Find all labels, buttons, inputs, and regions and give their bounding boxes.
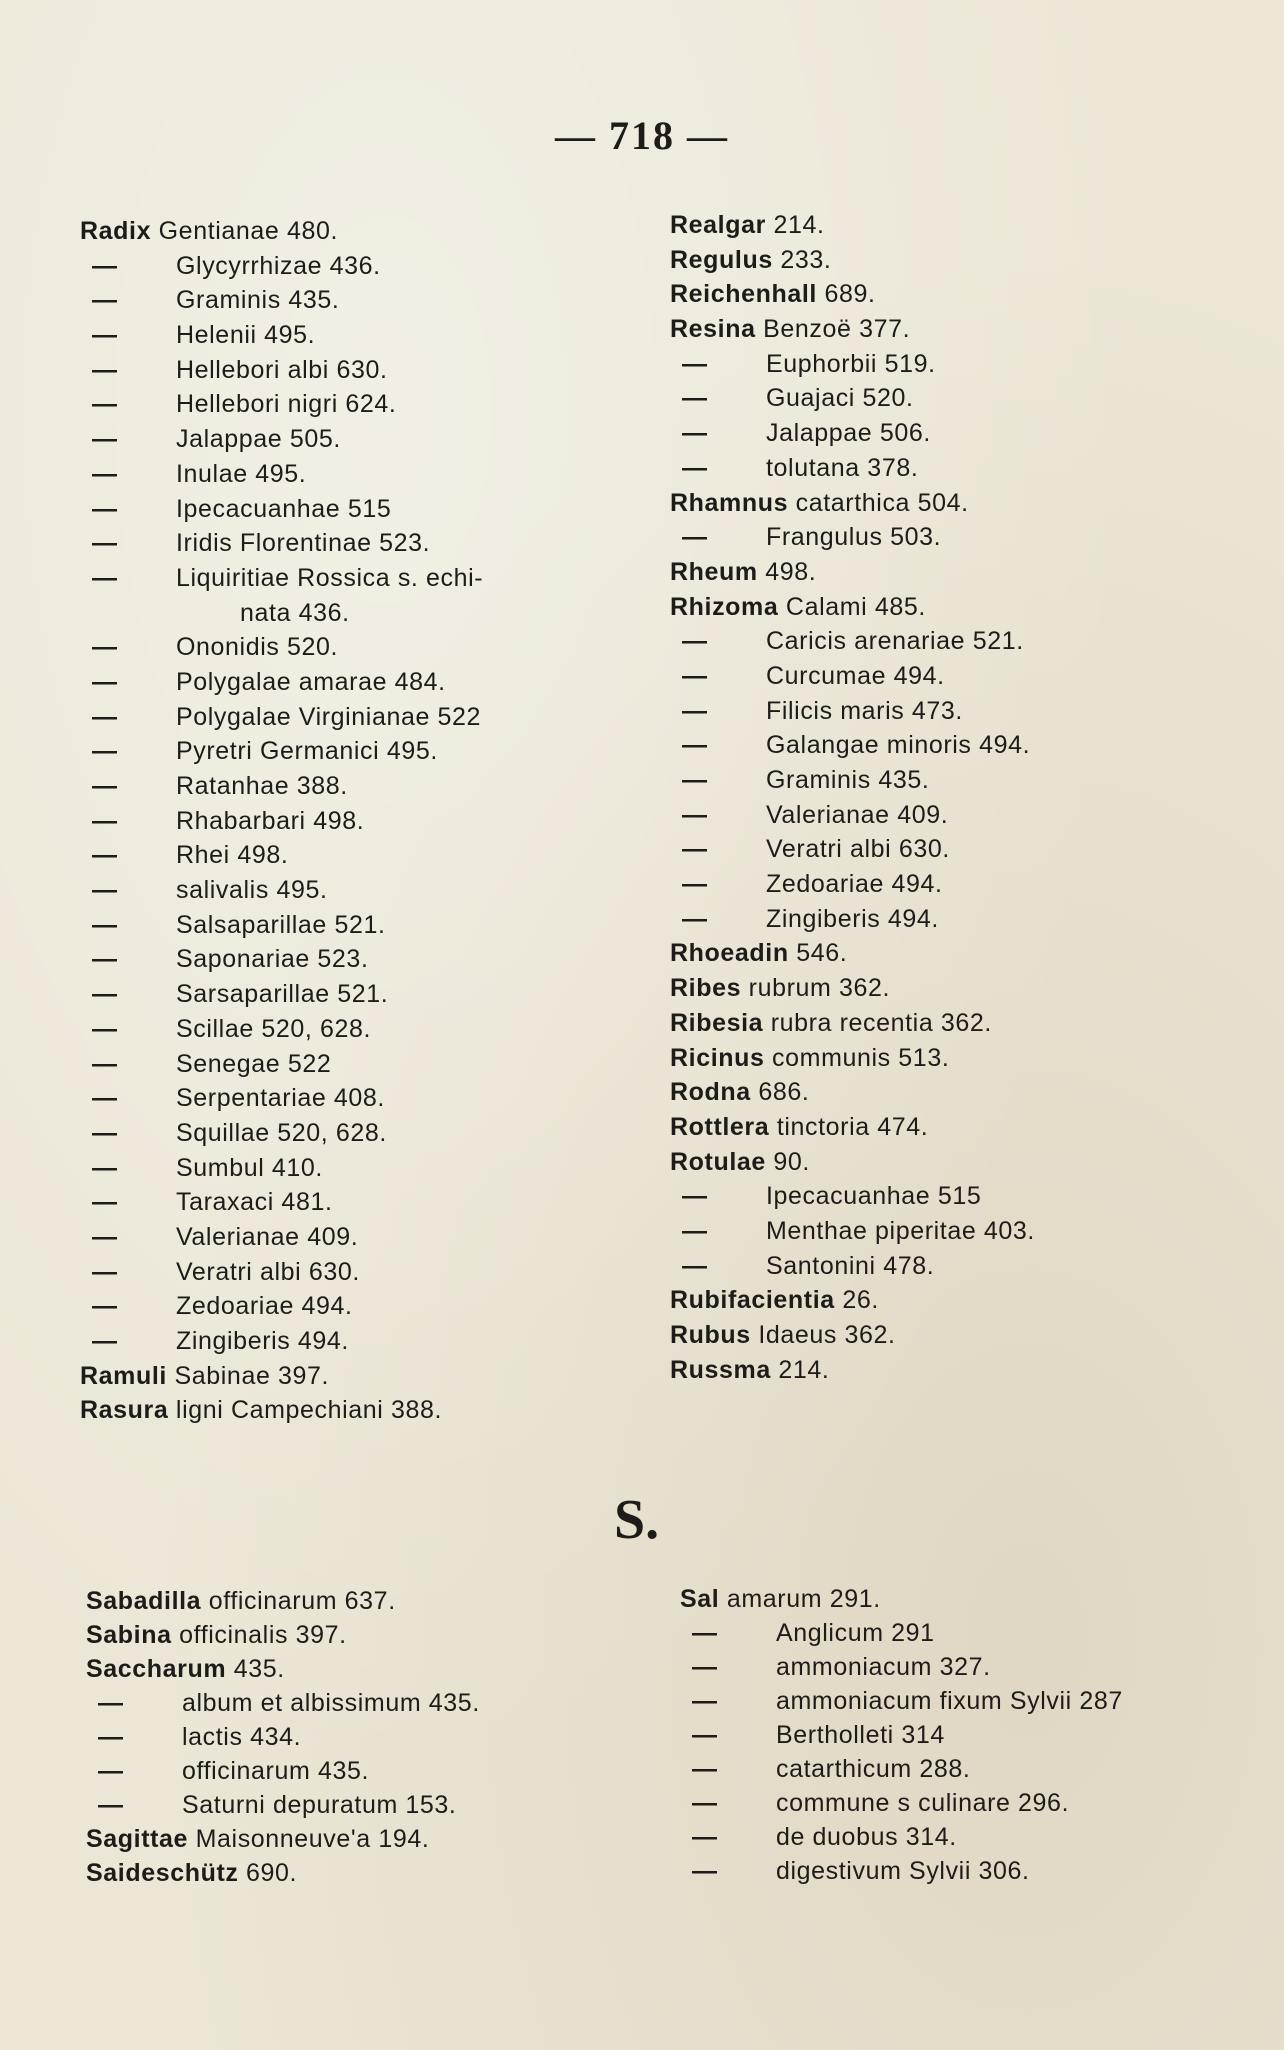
- index-entry: [670, 416, 1230, 451]
- index-entry: [670, 1041, 1230, 1076]
- entry-headword: Realgar: [670, 211, 766, 239]
- entry-text: ammoniacum fixum Sylvii 287: [776, 1687, 1123, 1715]
- index-entry: [670, 208, 1230, 243]
- entry-dash: —: [682, 731, 708, 760]
- entry-text: Salsaparillae 521.: [176, 910, 386, 939]
- index-entry: [680, 1820, 1240, 1854]
- index-entry: [80, 977, 640, 1012]
- index-entry: [670, 1353, 1230, 1388]
- index-entry: [670, 659, 1230, 694]
- entry-dash: —: [682, 696, 708, 725]
- entry-dash: —: [98, 1689, 124, 1717]
- entry-text: Hellebori albi 630.: [176, 355, 388, 384]
- index-entry: [80, 630, 640, 665]
- index-entry: [86, 1652, 646, 1686]
- entry-dash: —: [92, 1188, 118, 1217]
- entry-dash: —: [92, 1257, 118, 1286]
- entry-text: 214.: [778, 1355, 830, 1384]
- entry-headword: Rubifacientia: [670, 1286, 835, 1315]
- index-entry: [670, 624, 1230, 659]
- entry-text: Sumbul 410.: [176, 1153, 323, 1182]
- entry-text: Zedoariae 494.: [176, 1292, 353, 1321]
- entry-text: Galangae minoris 494.: [766, 731, 1031, 760]
- index-entry: [80, 596, 640, 631]
- entry-dash: —: [92, 1049, 118, 1078]
- entry-text: Taraxaci 481.: [176, 1188, 333, 1217]
- entry-text: Liquiritiae Rossica s. echi-: [176, 563, 484, 592]
- entry-text: Glycyrrhizae 436.: [176, 251, 381, 280]
- index-entry: [670, 728, 1230, 763]
- index-entry: [80, 942, 640, 977]
- entry-dash: —: [98, 1757, 124, 1785]
- entry-text: 690.: [246, 1859, 298, 1887]
- index-entry: [86, 1754, 646, 1788]
- index-entry: [80, 492, 640, 527]
- entry-text: Serpentariae 408.: [176, 1084, 385, 1113]
- entry-dash: —: [92, 633, 118, 662]
- index-entry: [670, 312, 1230, 347]
- entry-text: communis 513.: [772, 1043, 950, 1072]
- index-entry: [80, 526, 640, 561]
- entry-dash: —: [92, 1014, 118, 1043]
- entry-text: Iridis Florentinae 523.: [176, 529, 431, 558]
- entry-text: ammoniacum 327.: [776, 1653, 991, 1681]
- entry-text: Filicis maris 473.: [766, 696, 963, 725]
- index-entry: [680, 1718, 1240, 1752]
- page-number: — 718 —: [555, 113, 729, 158]
- entry-text: catarthica 504.: [795, 488, 969, 517]
- entry-text: digestivum Sylvii 306.: [776, 1857, 1030, 1885]
- entry-text: Scillae 520, 628.: [176, 1014, 372, 1043]
- entry-text: rubrum 362.: [748, 974, 891, 1003]
- entry-headword: Saccharum: [86, 1655, 227, 1683]
- entry-dash: —: [682, 419, 708, 448]
- entry-text: officinalis 397.: [179, 1621, 347, 1649]
- index-entry: [80, 1359, 640, 1394]
- entry-text: Zingiberis 494.: [766, 904, 939, 933]
- entry-text: Rhei 498.: [176, 841, 289, 870]
- entry-dash: —: [92, 772, 118, 800]
- index-entry: [80, 1289, 640, 1324]
- entry-headword: Saideschütz: [86, 1859, 239, 1887]
- entry-dash: —: [92, 321, 118, 350]
- index-entry: [670, 902, 1230, 937]
- index-entry: [670, 832, 1230, 867]
- index-entry: [80, 1185, 640, 1220]
- entry-text: Anglicum 291: [776, 1619, 935, 1647]
- index-entry: [670, 1110, 1230, 1145]
- entry-dash: —: [92, 841, 118, 870]
- entry-headword: Rodna: [670, 1078, 751, 1107]
- entry-text: Ratanhae 388.: [176, 772, 348, 800]
- index-entry: [80, 318, 640, 353]
- entry-dash: —: [92, 425, 118, 454]
- index-entry: [80, 769, 640, 804]
- index-entry: [670, 1075, 1230, 1110]
- index-entry: [670, 277, 1230, 312]
- index-entry: [86, 1856, 646, 1890]
- index-entry: [670, 1214, 1230, 1249]
- entry-text: Valerianae 409.: [766, 800, 949, 829]
- entry-headword: Ribesia: [670, 1008, 764, 1037]
- entry-dash: —: [682, 766, 708, 794]
- entry-dash: —: [92, 529, 118, 558]
- entry-dash: —: [92, 737, 118, 766]
- index-entry: [80, 249, 640, 284]
- entry-dash: —: [682, 384, 708, 413]
- entry-headword: Rotulae: [670, 1147, 766, 1176]
- index-entry: [80, 838, 640, 873]
- index-entry: [80, 561, 640, 596]
- index-entry: [80, 1255, 640, 1290]
- index-entry: [80, 1324, 640, 1359]
- entry-headword: Sabina: [86, 1621, 172, 1649]
- entry-dash: —: [92, 910, 118, 939]
- entry-text: album et albissimum 435.: [182, 1689, 480, 1717]
- entry-text: Caricis arenariae 521.: [766, 627, 1024, 656]
- entry-text: tolutana 378.: [766, 453, 919, 482]
- entry-headword: Rheum: [670, 557, 758, 586]
- entry-text: Sabinae 397.: [174, 1361, 330, 1390]
- entry-dash: —: [92, 1222, 118, 1251]
- index-entry: [670, 798, 1230, 833]
- index-entry: [80, 873, 640, 908]
- entry-text: Rhabarbari 498.: [176, 806, 365, 835]
- entry-text: de duobus 314.: [776, 1823, 957, 1851]
- index-entry: [670, 1145, 1230, 1180]
- entry-dash: —: [682, 523, 708, 552]
- index-entry: [80, 1081, 640, 1116]
- index-entry: [80, 1393, 640, 1428]
- index-entry: [670, 763, 1230, 798]
- entry-text: 498.: [765, 557, 817, 586]
- index-entry: [80, 353, 640, 388]
- entry-dash: —: [92, 251, 118, 280]
- entry-dash: —: [92, 459, 118, 488]
- entry-text: Idaeus 362.: [758, 1321, 896, 1349]
- index-entry: [670, 1283, 1230, 1318]
- entry-dash: —: [92, 702, 118, 731]
- index-entry: [80, 1116, 640, 1151]
- entry-dash: —: [92, 1084, 118, 1113]
- index-entry: [670, 347, 1230, 382]
- entry-headword: Ramuli: [80, 1361, 167, 1390]
- entry-dash: —: [98, 1791, 124, 1819]
- entry-text: Ononidis 520.: [176, 633, 339, 662]
- entry-text: 214.: [773, 211, 825, 239]
- entry-text: Zedoariae 494.: [766, 870, 943, 899]
- index-entry: [670, 694, 1230, 729]
- entry-text: rubra recentia 362.: [770, 1008, 992, 1037]
- entry-text: Saturni depuratum 153.: [182, 1791, 457, 1819]
- entry-text: 435.: [233, 1655, 285, 1683]
- index-entry: [80, 387, 640, 422]
- entry-dash: —: [92, 286, 118, 315]
- index-entry: [80, 214, 640, 249]
- entry-headword: Rubus: [670, 1321, 751, 1349]
- index-entry: [680, 1854, 1240, 1888]
- entry-dash: —: [682, 904, 708, 933]
- index-entry: [80, 1220, 640, 1255]
- index-entry: [680, 1616, 1240, 1650]
- index-entry: [680, 1786, 1240, 1820]
- index-entry: [670, 867, 1230, 902]
- index-entry: [670, 451, 1230, 486]
- index-entry: [80, 422, 640, 457]
- entry-text: Curcumae 494.: [766, 661, 945, 690]
- entry-headword: Sal: [680, 1585, 720, 1613]
- index-entry: [670, 520, 1230, 555]
- entry-text: Ipecacuanhae 515: [766, 1182, 982, 1211]
- index-entry: [680, 1684, 1240, 1718]
- entry-text: Sarsaparillae 521.: [176, 980, 389, 1009]
- entry-dash: —: [692, 1653, 718, 1681]
- entry-dash: —: [92, 563, 118, 592]
- index-entry: [670, 1249, 1230, 1284]
- entry-text: officinarum 637.: [208, 1587, 396, 1615]
- s-right-column: [680, 1582, 1240, 1888]
- entry-dash: —: [682, 1251, 708, 1280]
- entry-dash: —: [92, 1118, 118, 1147]
- entry-text: Bertholleti 314: [776, 1721, 945, 1749]
- entry-dash: —: [92, 667, 118, 696]
- entry-headword: Ribes: [670, 974, 742, 1003]
- entry-dash: —: [92, 494, 118, 523]
- entry-text: Hellebori nigri 624.: [176, 390, 397, 419]
- entry-dash: —: [92, 1327, 118, 1355]
- index-entry: [670, 971, 1230, 1006]
- entry-dash: —: [682, 661, 708, 690]
- index-entry: [80, 734, 640, 769]
- entry-dash: —: [692, 1687, 718, 1715]
- entry-dash: —: [692, 1789, 718, 1817]
- entry-text: Inulae 495.: [176, 459, 307, 488]
- entry-text: 233.: [780, 245, 832, 274]
- entry-text: Jalappae 505.: [176, 425, 341, 454]
- index-entry: [86, 1584, 646, 1618]
- entry-text: Veratri albi 630.: [766, 835, 950, 864]
- index-entry: [80, 457, 640, 492]
- entry-text: Jalappae 506.: [766, 419, 931, 448]
- entry-text: Polygalae Virginianae 522: [176, 702, 482, 731]
- entry-text: Calami 485.: [785, 592, 926, 621]
- entry-text: Santonini 478.: [766, 1251, 935, 1280]
- entry-dash: —: [682, 349, 708, 378]
- entry-text: Helenii 495.: [176, 321, 316, 350]
- entry-dash: —: [92, 1153, 118, 1182]
- entry-dash: —: [682, 870, 708, 899]
- entry-headword: Radix: [80, 217, 152, 245]
- entry-headword: Resina: [670, 315, 756, 344]
- index-entry: [80, 804, 640, 839]
- entry-headword: Regulus: [670, 245, 773, 274]
- entry-dash: —: [692, 1823, 718, 1851]
- entry-text: Saponariae 523.: [176, 945, 369, 974]
- entry-dash: —: [682, 453, 708, 482]
- index-entry: [80, 908, 640, 943]
- entry-headword: Rhamnus: [670, 488, 789, 517]
- entry-text: Gentianae 480.: [158, 217, 339, 245]
- index-entry: [670, 1318, 1230, 1353]
- entry-headword: Reichenhall: [670, 280, 817, 309]
- entry-text: Euphorbii 519.: [766, 349, 936, 378]
- entry-headword: Ricinus: [670, 1043, 765, 1072]
- entry-text: Senegae 522: [176, 1049, 332, 1078]
- entry-text: tinctoria 474.: [776, 1112, 929, 1141]
- index-entry: [670, 381, 1230, 416]
- section-letter: S.: [614, 1489, 660, 1551]
- index-entry: [670, 486, 1230, 521]
- entry-text: Benzoë 377.: [763, 315, 911, 344]
- index-entry: [80, 700, 640, 735]
- entry-dash: —: [92, 1292, 118, 1321]
- entry-headword: Rhoeadin: [670, 939, 789, 968]
- index-entry: [80, 283, 640, 318]
- entry-dash: —: [682, 1182, 708, 1211]
- entry-text: Pyretri Germanici 495.: [176, 737, 438, 766]
- entry-dash: —: [682, 835, 708, 864]
- index-entry: [80, 1012, 640, 1047]
- entry-text: salivalis 495.: [176, 876, 328, 905]
- entry-dash: —: [692, 1619, 718, 1647]
- entry-headword: Rasura: [80, 1396, 169, 1425]
- entry-dash: —: [92, 355, 118, 384]
- entry-text: Veratri albi 630.: [176, 1257, 360, 1286]
- index-entry: [80, 1047, 640, 1082]
- entry-text: Graminis 435.: [176, 286, 340, 315]
- entry-headword: Rhizoma: [670, 592, 779, 621]
- index-entry: [86, 1618, 646, 1652]
- index-entry: [680, 1582, 1240, 1616]
- entry-headword: Russma: [670, 1355, 771, 1384]
- index-entry: [680, 1650, 1240, 1684]
- entry-dash: —: [692, 1721, 718, 1749]
- entry-text: lactis 434.: [182, 1723, 302, 1751]
- left-column: [80, 214, 640, 1428]
- index-entry: [86, 1822, 646, 1856]
- entry-text: Frangulus 503.: [766, 523, 942, 552]
- entry-dash: —: [692, 1755, 718, 1783]
- entry-dash: —: [92, 980, 118, 1009]
- entry-headword: Sabadilla: [86, 1587, 202, 1615]
- index-entry: [80, 665, 640, 700]
- entry-text: 686.: [758, 1078, 810, 1107]
- entry-text: Squillae 520, 628.: [176, 1118, 387, 1147]
- index-entry: [670, 1006, 1230, 1041]
- entry-dash: —: [692, 1857, 718, 1885]
- index-entry: [670, 555, 1230, 590]
- entry-text: Menthae piperitae 403.: [766, 1216, 1035, 1245]
- entry-text: amarum 291.: [726, 1585, 881, 1613]
- entry-dash: —: [98, 1723, 124, 1751]
- entry-dash: —: [92, 390, 118, 419]
- entry-text: Zingiberis 494.: [176, 1327, 349, 1355]
- index-entry: [86, 1720, 646, 1754]
- index-entry: [80, 1151, 640, 1186]
- s-left-column: [86, 1584, 646, 1890]
- entry-dash: —: [92, 945, 118, 974]
- entry-dash: —: [682, 800, 708, 829]
- entry-text: 90.: [773, 1147, 810, 1176]
- index-entry: [670, 243, 1230, 278]
- entry-text: 26.: [842, 1286, 879, 1315]
- index-entry: [670, 590, 1230, 625]
- entry-text: catarthicum 288.: [776, 1755, 971, 1783]
- entry-headword: Sagittae: [86, 1825, 189, 1853]
- index-entry: [86, 1686, 646, 1720]
- entry-dash: —: [682, 1216, 708, 1245]
- entry-text: 546.: [796, 939, 848, 968]
- entry-text: ligni Campechiani 388.: [175, 1396, 443, 1425]
- entry-text: Polygalae amarae 484.: [176, 667, 446, 696]
- entry-text: Maisonneuve'a 194.: [195, 1825, 430, 1853]
- right-column: [670, 208, 1230, 1387]
- entry-dash: —: [92, 806, 118, 835]
- index-entry: [670, 1179, 1230, 1214]
- entry-headword: Rottlera: [670, 1112, 770, 1141]
- entry-text: officinarum 435.: [182, 1757, 370, 1785]
- entry-text: 689.: [824, 280, 876, 309]
- entry-text: Ipecacuanhae 515: [176, 494, 392, 523]
- entry-dash: —: [682, 627, 708, 656]
- entry-text: commune s culinare 296.: [776, 1789, 1070, 1817]
- entry-text: Guajaci 520.: [766, 384, 914, 413]
- entry-text: Valerianae 409.: [176, 1222, 359, 1251]
- entry-dash: —: [92, 876, 118, 905]
- index-entry: [86, 1788, 646, 1822]
- entry-text: nata 436.: [240, 598, 350, 627]
- index-entry: [680, 1752, 1240, 1786]
- index-entry: [670, 936, 1230, 971]
- entry-text: Graminis 435.: [766, 766, 930, 794]
